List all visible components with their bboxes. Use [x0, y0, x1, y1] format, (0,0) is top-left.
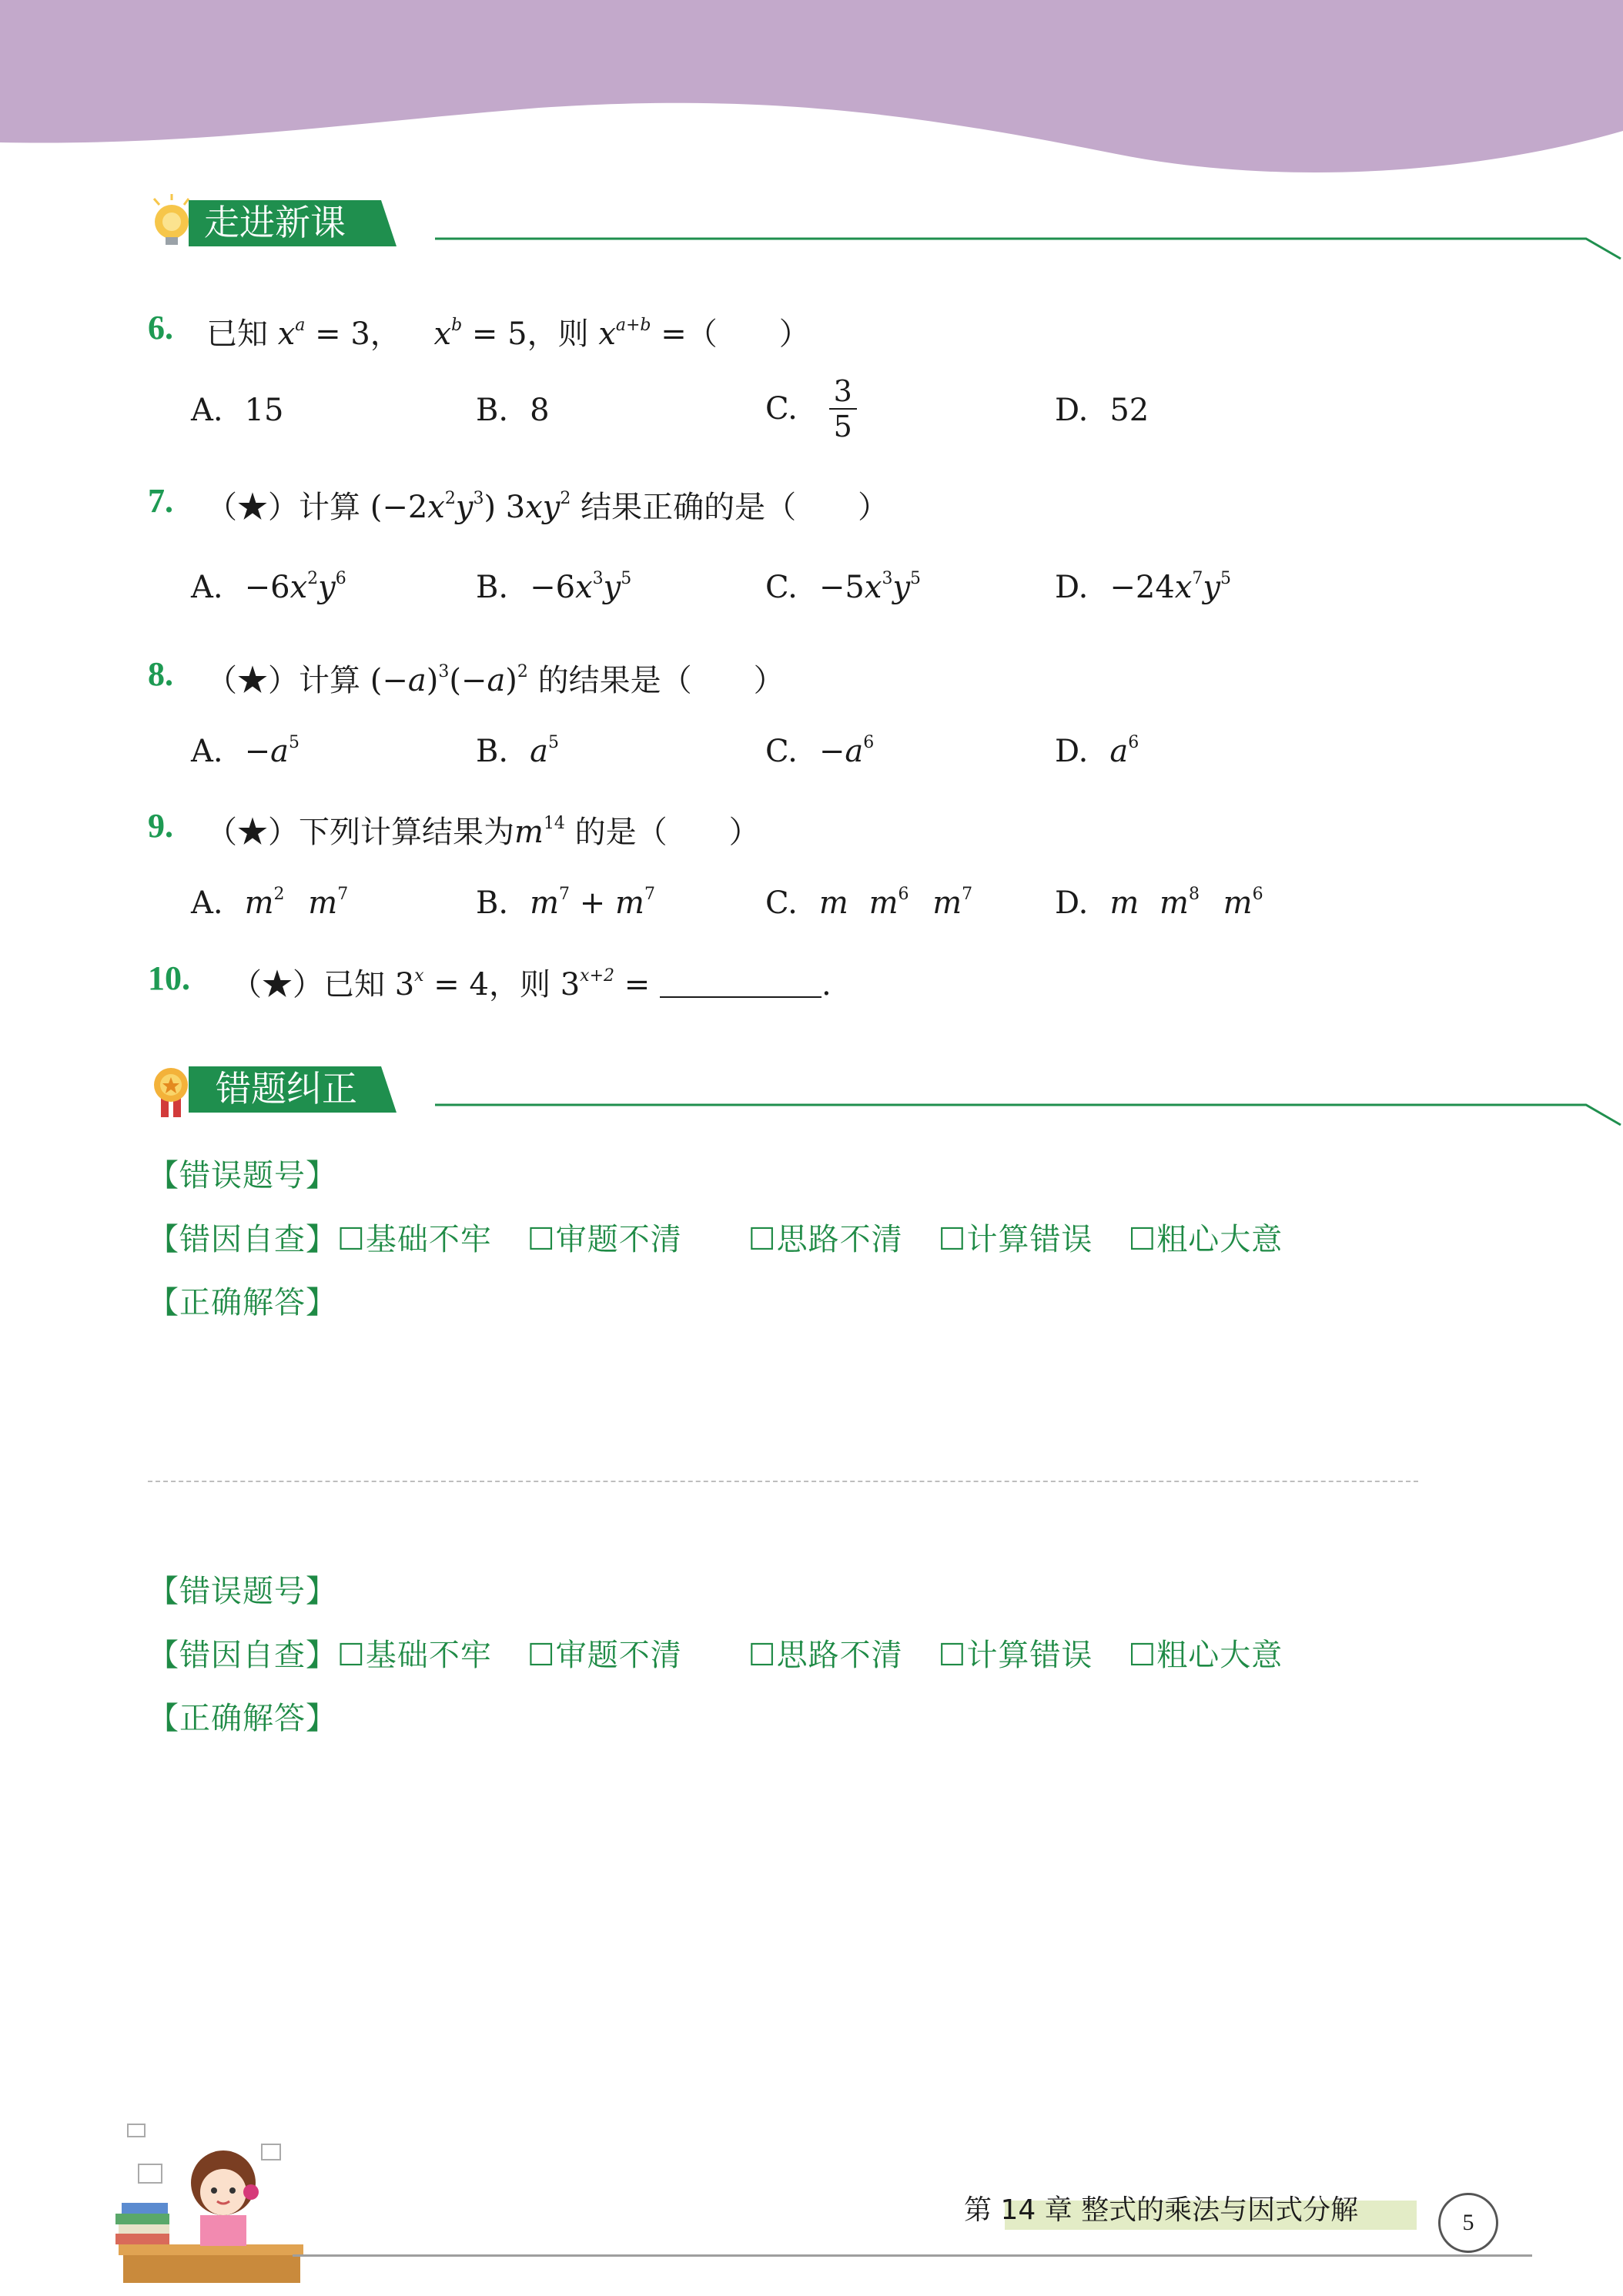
- wrong-question-number-label: 【错误题号】: [148, 1158, 337, 1193]
- option-b: B. $m^7 + m^7$: [476, 885, 655, 921]
- question-text: （★）已知 $3^x = 4$，则 $3^{x+2}$ = .: [231, 966, 832, 1002]
- checkbox-calculation[interactable]: ☐计算错误: [938, 1222, 1093, 1257]
- header-wave: [0, 0, 1623, 177]
- checkbox-careless[interactable]: ☐粗心大意: [1128, 1222, 1283, 1257]
- footer-rule: [293, 2254, 1532, 2257]
- student-illustration: [108, 2121, 323, 2291]
- question-number: 9.: [148, 807, 173, 845]
- section-banner-new-lesson: [150, 192, 1474, 262]
- section-title: 错题纠正: [216, 1068, 357, 1110]
- section-title: 走进新课: [204, 202, 346, 243]
- option-d: D. $-24x^7y^5$: [1055, 569, 1231, 605]
- question-text: （★）下列计算结果为$m^{14}$ 的是（ ）: [206, 814, 760, 850]
- option-b: B. 8: [476, 393, 550, 428]
- option-d: D. m $m^8$ $m^6$: [1055, 885, 1263, 921]
- checkbox-thinking[interactable]: ☐思路不清: [748, 1222, 903, 1257]
- wrong-question-number-label: 【错误题号】: [148, 1574, 337, 1609]
- checkbox-reading[interactable]: ☐审题不清: [527, 1222, 682, 1257]
- error-cause-row: 【错因自查】☐基础不牢 ☐审题不清 ☐思路不清 ☐计算错误 ☐粗心大意: [148, 1638, 1283, 1673]
- checkbox-basic[interactable]: ☐基础不牢: [337, 1638, 492, 1673]
- question-number: 6.: [148, 309, 173, 346]
- option-c: C. m $m^6$ $m^7$: [765, 885, 973, 921]
- question-number: 7.: [148, 482, 173, 520]
- option-a: A. $-6x^2y^6$: [191, 569, 346, 605]
- option-c: C. $\frac{3}{5}$: [765, 374, 857, 443]
- option-a: A. $m^2$ $m^7$: [191, 885, 349, 921]
- option-d: D. $a^6$: [1055, 733, 1139, 769]
- question-number: 8.: [148, 655, 173, 693]
- checkbox-basic[interactable]: ☐基础不牢: [337, 1222, 492, 1257]
- question-number: 10.: [148, 959, 190, 997]
- section-rule: [435, 1089, 1623, 1128]
- correct-answer-label: 【正确解答】: [148, 1285, 337, 1320]
- section-rule: [435, 223, 1623, 262]
- option-c: C. $-a^6$: [765, 733, 875, 769]
- option-b: B. $a^5$: [476, 733, 559, 769]
- chapter-title: 第 14 章 整式的乘法与因式分解: [964, 2194, 1359, 2226]
- checkbox-reading[interactable]: ☐审题不清: [527, 1638, 682, 1673]
- dashed-divider: [148, 1481, 1418, 1482]
- error-cause-row: 【错因自查】☐基础不牢 ☐审题不清 ☐思路不清 ☐计算错误 ☐粗心大意: [148, 1222, 1283, 1257]
- answer-blank[interactable]: [660, 973, 822, 998]
- option-d: D. 52: [1055, 393, 1149, 428]
- option-c: C. $-5x^3y^5$: [765, 569, 922, 605]
- option-a: A. $-a^5$: [191, 733, 300, 769]
- question-text: （★）计算 $(-2x^2y^3)$ $3xy^2$ 结果正确的是（ ）: [206, 489, 889, 525]
- fraction: $\frac{3}{5}$: [829, 374, 857, 443]
- question-text: 已知 $x^a = 3$， $x^b = 5$，则 $x^{a+b}$ =（ ）: [206, 316, 810, 352]
- option-a: A. 15: [191, 393, 284, 428]
- page-number: 5: [1438, 2193, 1498, 2253]
- section-banner-correction: [150, 1059, 1474, 1128]
- checkbox-calculation[interactable]: ☐计算错误: [938, 1638, 1093, 1673]
- checkbox-careless[interactable]: ☐粗心大意: [1128, 1638, 1283, 1673]
- option-b: B. $-6x^3y^5$: [476, 569, 632, 605]
- checkbox-thinking[interactable]: ☐思路不清: [748, 1638, 903, 1673]
- question-text: （★）计算 $(-a)^3(-a)^2$ 的结果是（ ）: [206, 662, 785, 698]
- correct-answer-label: 【正确解答】: [148, 1701, 337, 1736]
